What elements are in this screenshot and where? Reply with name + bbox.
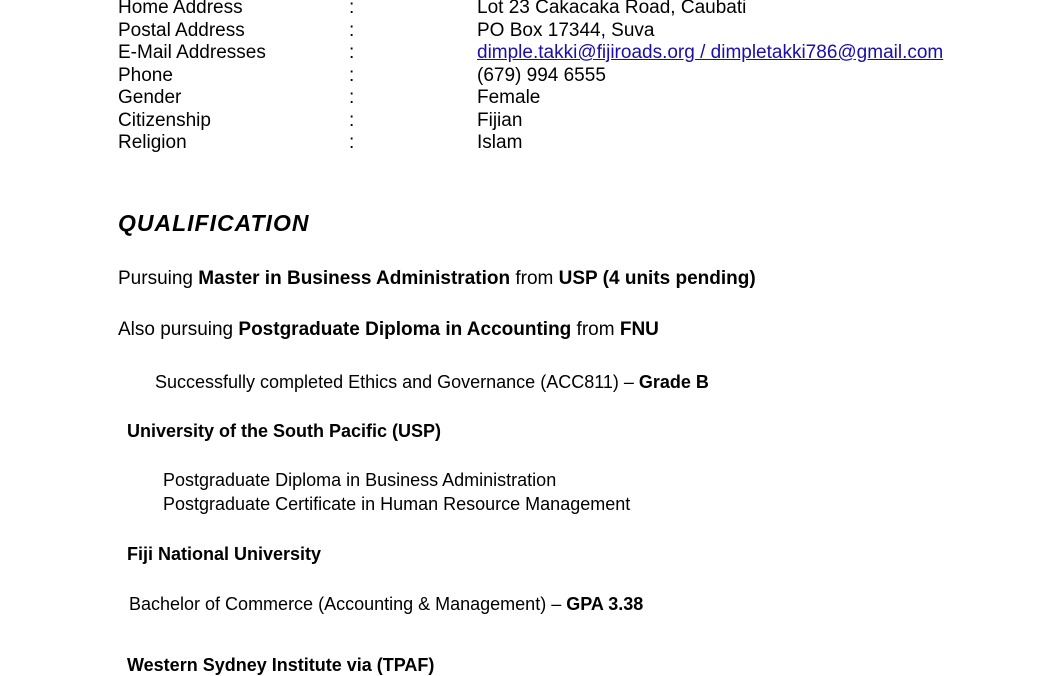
home-address-label: Home Address xyxy=(118,0,243,18)
ethics-text: Successfully completed Ethics and Governance (ACC811) – xyxy=(155,372,639,392)
wsi-heading: Western Sydney Institute via (TPAF) xyxy=(127,655,435,675)
usp-item-1: Postgraduate Diploma in Business Administration xyxy=(163,470,557,490)
religion-label: Religion xyxy=(118,132,187,153)
mba-prefix: Pursuing xyxy=(118,268,199,289)
fnu-gpa: GPA 3.38 xyxy=(566,594,644,614)
pgda-from: from xyxy=(571,319,620,340)
gender-value: Female xyxy=(477,87,541,108)
gender-label: Gender xyxy=(118,87,182,108)
citizenship-value: Fijian xyxy=(477,110,523,131)
mba-degree: Master in Business Administration xyxy=(198,268,511,289)
fnu-heading: Fiji National University xyxy=(127,544,322,564)
phone-sep: : xyxy=(349,65,355,86)
ethics-line xyxy=(155,371,709,393)
mba-line xyxy=(118,268,756,290)
religion-value: Islam xyxy=(477,132,523,153)
qualification-heading: QUALIFICATION xyxy=(118,210,310,236)
home-address-value: Lot 23 Cakacaka Road, Caubati xyxy=(477,0,747,18)
pgda-institution: FNU xyxy=(619,319,659,340)
gender-sep: : xyxy=(349,87,355,108)
home-address-sep: : xyxy=(349,0,355,18)
mba-institution: USP (4 units pending) xyxy=(558,268,756,289)
ethics-grade: Grade B xyxy=(638,372,709,392)
phone-label: Phone xyxy=(118,65,173,86)
phone-value: (679) 994 6555 xyxy=(477,65,606,86)
citizenship-label: Citizenship xyxy=(118,110,211,131)
email-link[interactable]: dimple.takki@fijiroads.org / dimpletakki786@gmail.com xyxy=(477,42,944,63)
postal-address-label: Postal Address xyxy=(118,20,245,41)
pgda-line xyxy=(118,319,659,341)
fnu-degree: Bachelor of Commerce (Accounting & Management) – xyxy=(129,594,567,614)
mba-from: from xyxy=(510,268,559,289)
religion-sep: : xyxy=(349,132,355,153)
email-sep: : xyxy=(349,42,355,63)
pgda-degree: Postgraduate Diploma in Accounting xyxy=(238,319,572,340)
pgda-prefix: Also pursuing xyxy=(118,319,239,340)
citizenship-sep: : xyxy=(349,110,355,131)
postal-address-sep: : xyxy=(349,20,355,41)
fnu-degree-line xyxy=(129,593,643,615)
usp-item-2: Postgraduate Certificate in Human Resource Management xyxy=(163,494,631,514)
postal-address-value: PO Box 17344, Suva xyxy=(477,20,655,41)
email-label: E-Mail Addresses xyxy=(118,42,266,63)
usp-heading: University of the South Pacific (USP) xyxy=(127,421,442,441)
